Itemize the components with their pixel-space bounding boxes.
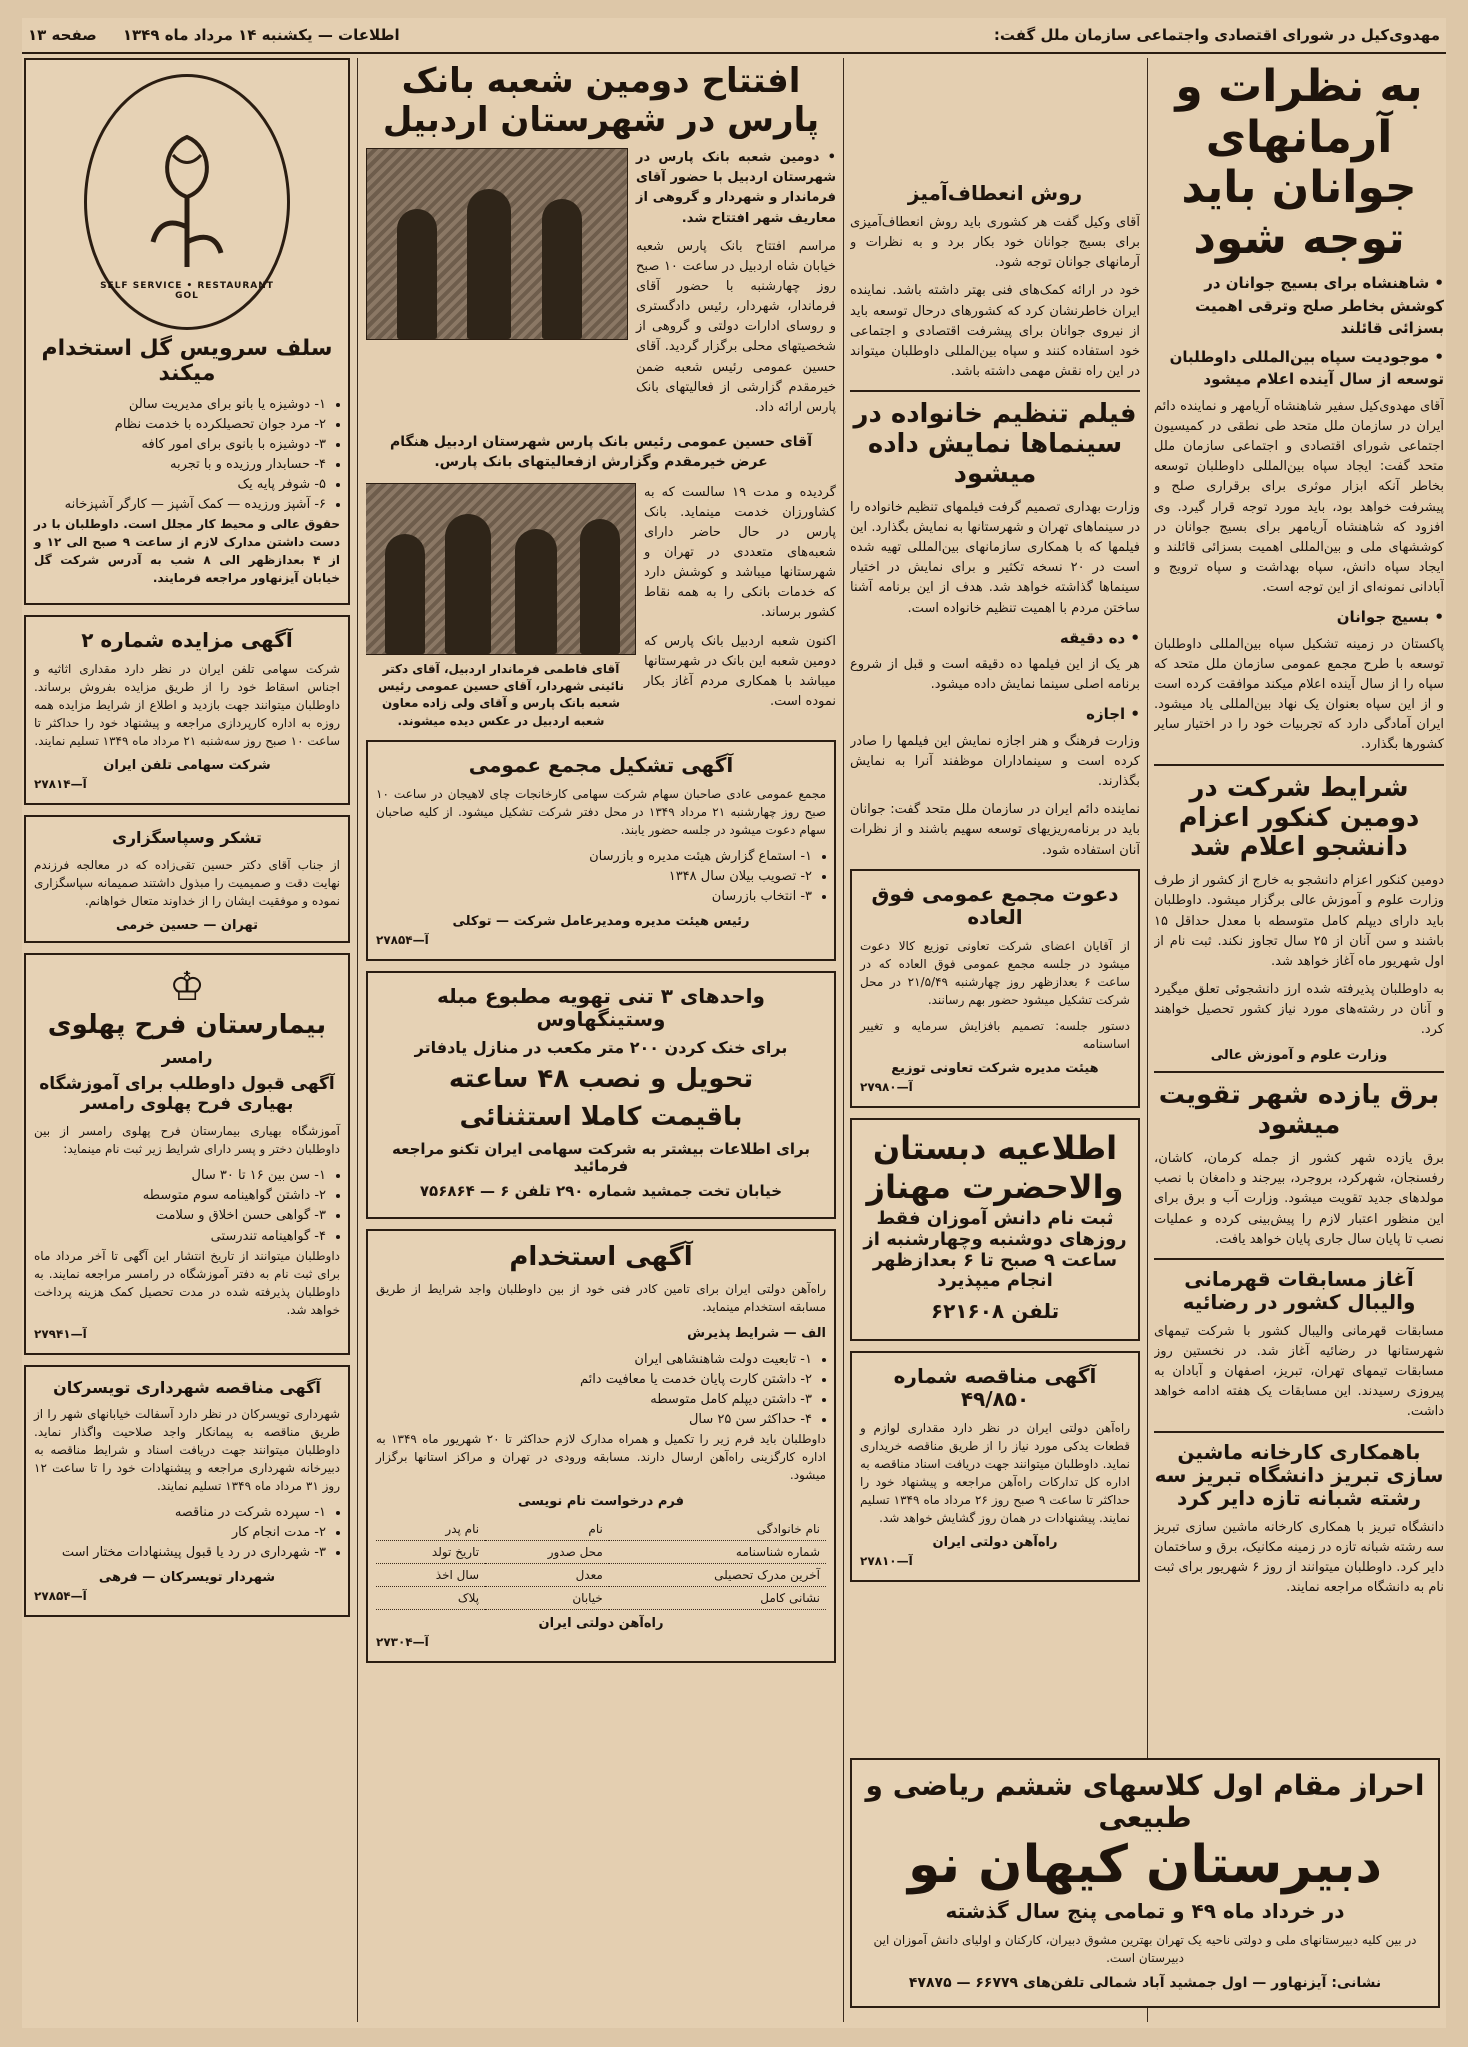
form-row [376,1540,826,1563]
meeting-agenda-item: • ۲- تصویب بیلان سال ۱۳۴۸ [376,867,812,887]
form-cell: آخرین مدرک تحصیلی [609,1563,826,1586]
form-cell: محل صدور [485,1540,609,1563]
family-minutes-subhead: • ده دقیقه [1059,628,1140,647]
cafe-headline: سلف سرویس گل استخدام میکند [41,336,333,387]
meeting-text: مجمع عمومی عادی صاحبان سهام شرکت سهامی کارخانجات چای لاهیجان در ساعت ۱۰ صبح روز چهارشنبه ۲۱ مرداد ۱۳۴۹ در محل دفتر شرکت تشکیل میشود. از کلیه صاحبان سهام دعوت میشود در جلسه حضور یابند. [376,787,827,838]
divider [1154,1071,1444,1073]
family-text-2: نماینده دائم ایران در سازمان ملل متحد گفت: جوانان باید در برنامه‌ریزیهای توسعه سهیم باشند و از نظرات آنان استفاده شود. [850,802,1140,858]
tender-title: آگهی مناقصه شهرداری تویسرکان [53,1377,321,1397]
form-cell: نام [485,1518,609,1541]
hospital-ad [24,953,350,1355]
family-film-headline: فیلم تنظیم خانواده در سینماها نمایش داده میشود [853,399,1137,489]
gol-cafe-ad [24,58,350,605]
aircon-address: خیابان تخت جمشید شماره ۲۹۰ تلفن ۶ — ۷۵۶۸۶۴ [419,1182,783,1201]
hiring-condition: • ۱- تابعیت دولت شاهنشاهی ایران [376,1350,812,1370]
main-side-heading: روش انعطاف‌آمیز [907,181,1083,205]
main-bullet-2: • موجودیت سپاه بین‌المللی داوطلبان توسعه از سال آینده اعلام میشود [1169,347,1444,389]
rail-tender-text: راه‌آهن دولتی ایران در نظر دارد مقداری لوازم و قطعات یدکی مورد نیاز را از طریق مناقصه خریداری نماید. داوطلبان میتوانند جهت دریافت اسناد مناقصه به اداره کل تدارکات راه‌آهن مراجعه و پیشنهاد خود را حداکثر تا ساعت ۹ صبح روز ۲۶ مرداد ماه ۱۳۴۹ تسلیم نمایند. پیشنهادات در همان روز گشایش خواهد شد. [860,1421,1130,1526]
tender-signature: شهردار تویسرکان — فرهی [98,1569,276,1585]
form-cell: پلاک [376,1586,485,1609]
cafe-job-item: • ۶- آشپز ورزیده — کمک آشپز — کارگر آشپزخانه [34,495,326,515]
bank-lead: • دومین شعبه بانک پارس در شهرستان اردبیل با حضور آقای فرماندار و شهردار و گروهی از معاریف شهر افتتاح شد. [636,150,836,226]
form-cell: نام پدر [376,1518,485,1541]
form-cell: نام خانوادگی [609,1518,826,1541]
tabriz-headline: باهمکاری کارخانه ماشین سازی تبریز دانشگاه تبریز سه رشته شبانه تازه دایر کرد [1154,1439,1444,1510]
konkur-signature: وزارت علوم و آموزش عالی [1210,1048,1388,1064]
bank-text: مراسم افتتاح بانک پارس شعبه خیابان شاه اردبیل در ساعت ۱۰ صبح روز چهارشنبه با حضور آقای فرماندار، شهردار، رئیس دادگستری و روسای ادارات دولتی و گروهی از شخصیتهای محلی برگزار گردید. آقای حسین عمومی رئیس شعبه ضمن خیرمقدم گزارشی از فعالیتهای بانک پارس ارائه داد. [636,238,836,415]
aircon-line5: برای اطلاعات بیشتر به شرکت سهامی ایران تکنو مراجعه فرمائید [392,1139,810,1176]
auction-ref: آ—۲۷۸۱۴ [34,777,87,792]
kayhan-address: نشانی: آیزنهاور — اول جمشید آباد شمالی تلفن‌های ۶۶۷۷۹ — ۴۷۸۷۵ [908,1975,1382,1992]
tender-item: • ۱- سپرده شرکت در مناقصه [34,1503,326,1523]
main-body-right: آقای مهدوی‌کیل سفیر شاهنشاه آریامهر و نماینده دائم ایران در سازمان ملل متحد طی نطقی در کمیسیون اجتماعی شورای اقتصادی و اجتماعی سازمان ملل متحد گفت: ایجاد سپاه بین‌المللی داوطلبان توسعه بخاطر آنکه ابزار موثری برای برقراری صلح و پیشرفت خواهد بود، باید مورد توجه قرار گیرد. وی افزود که شاهنشاه آریامهر برای بسیج جوانان در کوششهای ملی و بین‌المللی اهمیت بسزائی قائلند و ایجاد سپاه دانش، سپاه بهداشت و سپاه ترویج و آبادانی نمونه‌ای از این توجه است. [1154,398,1444,596]
main-sub-bullet: • بسیج جوانان [1336,608,1444,627]
form-cell: خیابان [485,1586,609,1609]
thanks-title: تشکر وسپاسگزاری [112,828,262,848]
main-side-text: آقای وکیل گفت هر کشوری باید روش انعطاف‌آمیزی برای بسیج جوانان خود بکار برد و به نظرات و آرمانهای جوانان توجه شود. [850,215,1140,271]
form-cell: نشانی کامل [609,1586,826,1609]
konkur-text-2: به داوطلبان پذیرفته شده ارز دانشجوئی تعلق میگیرد و آنان در رشته‌های مورد نیاز کشور تحصیل خواهند کرد. [1154,982,1444,1038]
mahnaz-school-ad [850,1118,1140,1341]
tuyserkan-tender-ad [24,1365,350,1617]
hiring-conditions-title: الف — شرایط پذیرش [687,1326,826,1342]
page-header [22,18,1446,54]
aircon-ad [366,971,836,1219]
hospital-name: بیمارستان فرح پهلوی [47,1009,327,1040]
bank-photo-2 [366,483,636,655]
school-ad-phone: تلفن ۶۲۱۶۰۸ [930,1299,1060,1324]
rail-tender-title: آگهی مناقصه شماره ۴۹/۸۵۰ [893,1364,1097,1412]
form-row [376,1586,826,1609]
form-cell: شماره شناسنامه [609,1540,826,1563]
cafe-job-item: • ۲- مرد جوان تحصیلکرده با خدمت نظام [34,415,326,435]
header-issue-info [28,26,400,44]
meeting-agenda-item: • ۱- استماع گزارش هیئت مدیره و بازرسان [376,847,812,867]
form-cell: معدل [485,1563,609,1586]
column-ads-left [24,58,350,2022]
divider [1154,1431,1444,1433]
electric-text: برق یازده شهر کشور از جمله کرمان، کاشان، رفسنجان، شهرکرد، بروجرد، بیرجند و دامغان با نصب مولدهای جدید تقویت میشود. وزارت آب و برق برای این منظور اعتبار لازم را پیش‌بینی کرده و عملیات نصب تا پایان سال جاری پایان خواهد یافت. [1154,1151,1444,1247]
aircon-line2: برای خنک کردن ۲۰۰ متر مکعب در منازل یادفاتر [414,1037,788,1057]
hiring-text-2: داوطلبان باید فرم زیر را تکمیل و همراه مدارک لازم حداکثر تا ۲۰ شهریور ماه ۱۳۴۹ به اداره کارگزینی راه‌آهن ارسال دارند. مسابقه ورودی در تهران و مراکز استانها برگزار میشود. [376,1432,827,1483]
crown-emblem-icon: ♔ [169,963,205,1010]
hiring-title: آگهی استخدام [509,1241,693,1272]
meeting-agenda-item: • ۳- انتخاب بازرسان [376,887,812,907]
auction-signature: شرکت سهامی تلفن ایران [103,758,271,774]
kayhan-no-school-ad [850,1758,1440,2008]
divider [1154,1258,1444,1260]
hiring-condition: • ۳- داشتن دیپلم کامل متوسطه [376,1390,812,1410]
thanks-text: از جناب آقای دکتر حسین تقی‌زاده که در معالجه فرزندم نهایت دقت و صمیمیت را مبذول داشتند صمیمانه سپاسگزاری نموده و موفقیت ایشان را از خداوند متعال خواهانم. [34,857,340,908]
tender-ref: آ—۲۷۸۵۴ [34,1588,87,1603]
extra-meeting-ref: آ—۲۷۹۸۰ [860,1079,913,1094]
form-cell: تاریخ تولد [376,1540,485,1563]
auction-ad [24,615,350,805]
column-center-left [366,58,836,2022]
main-headline: به نظرات و آرمانهای جوانان باید توجه شود [1175,61,1423,264]
electric-headline: برق یازده شهر تقویت میشود [1158,1080,1440,1141]
hospital-text-2: داوطلبان میتوانند از تاریخ انتشار این آگهی تا آخر مرداد ماه برای ثبت نام به دفتر آموزشگاه در رامسر مراجعه نمایند. به داوطلبان پذیرفته شده در مدت تحصیل کمک هزینه پرداخت خواهد شد. [34,1248,340,1317]
extra-meeting-signature: هیئت مدیره شرکت تعاونی توزیع [891,1060,1099,1076]
gol-restaurant-logo [84,74,290,330]
main-bullet-1: • شاهنشاه برای بسیج جوانان در کوشش بخاطر صلح وترقی اهمیت بسزائی قائلند [1195,274,1444,338]
family-permit-subhead: • اجازه [1086,705,1140,724]
cafe-job-item: • ۵- شوفر پایه یک [34,475,326,495]
bank-text-3: اکنون شعبه اردبیل بانک پارس که دومین شعبه این بانک در شهرستانها میباشد با همکاری مردم آغاز بکار نموده است. [644,633,836,710]
main-far-left-text: خود در ارائه کمک‌های فنی بهتر داشته باشد. نماینده ایران خاطرنشان کرد که کشورهای درحال توسعه باید از نیروی جوانان برای پیشرفت اقتصادی و اجتماعی خود استفاده کنند و سپاه بین‌المللی داوطلبان میتواند در این راه نقش مهمی داشته باشد. [850,283,1140,379]
aircon-line3: تحویل و نصب ۴۸ ساعته [448,1063,754,1094]
hospital-requirement: • ۲- داشتن گواهینامه سوم متوسطه [34,1186,326,1206]
thanks-signature: تهران — حسین خرمی [116,917,258,933]
hospital-requirement: • ۴- گواهینامه تندرستی [34,1227,326,1247]
kayhan-line1: احراز مقام اول کلاسهای ششم ریاضی و طبیعی [865,1769,1425,1835]
thanks-notice [24,815,350,942]
bank-photo-1 [366,148,628,340]
logo-ring-text: SELF SERVICE • RESTAURANT GOL [100,281,274,301]
hospital-city: رامسر [161,1047,213,1067]
meeting-signature: رئیس هیئت مدیره ومدیرعامل شرکت — توکلی [452,913,750,929]
extra-meeting-text: از آقایان اعضای شرکت تعاونی توزیع کالا دعوت میشود در جلسه مجمع عمومی فوق العاده که در ساعت ۶ بعدازظهر روز چهارشنبه ۲۱/۵/۴۹ در محل شرکت تشکیل میشود حضور بهم رسانند. [860,938,1130,1007]
auction-text: شرکت سهامی تلفن ایران در نظر دارد مقداری اثاثیه و اجناس اسقاط خود را از طریق مزایده بفروش برساند. داوطلبان میتوانند جهت بازدید و اطلاع از شرایط مزایده همه روزه به اداره کارپردازی مراجعه و پیشنهاد خود را حداکثر تا ساعت ۱۰ صبح روز سه‌شنبه ۲۱ مرداد ماه ۱۳۴۹ تسلیم نمایند. [34,662,340,749]
school-ad-line3: ثبت نام دانش آموزان فقط روزهای دوشنبه وچهارشنبه از ساعت ۹ صبح تا ۶ بعدازظهر انجام میپذیرد [863,1208,1127,1292]
cafe-job-item: • ۴- حسابدار ورزیده و با تجربه [34,455,326,475]
rail-tender-ad [850,1351,1140,1582]
volleyball-text: مسابقات قهرمانی والیبال کشور با شرکت تیمهای شهرستانها در رضائیه آغاز شد. در نخستین روز مسابقات تیمهای تهران، تبریز، اصفهان و آبادان به پیروزی رسیدند. این مسابقات یک هفته ادامه خواهد داشت. [1154,1323,1444,1420]
hiring-ad [366,1229,836,1663]
cafe-job-item: • ۳- دوشیزه با بانوی برای امور کافه [34,435,326,455]
hospital-requirement: • ۳- گواهی حسن اخلاق و سلامت [34,1206,326,1226]
column-rule [1147,58,1148,2022]
tabriz-text: دانشگاه تبریز با همکاری کارخانه ماشین سازی تبریز سه رشته شبانه تازه در زمینه مکانیک، برق و ساختمان دایر کرد. داوطلبان میتوانند از روز ۶ شهریور برای ثبت نام به دانشگاه مراجعه نمایند. [1154,1519,1444,1596]
hiring-form-title: فرم درخواست نام نویسی [518,1494,684,1510]
header-issue: اطلاعات — یکشنبه ۱۴ مرداد ماه ۱۳۴۹ [122,26,400,44]
column-center-right [850,58,1140,2022]
header-page-number: صفحه ۱۳ [28,26,97,44]
hospital-notice: آگهی قبول داوطلب برای آموزشگاه بهیاری فرح پهلوی رامسر [39,1074,335,1114]
rail-tender-ref: آ—۲۷۸۱۰ [860,1554,913,1569]
school-ad-line1: اطلاعیه دبستان [872,1128,1118,1167]
column-rule [357,58,358,2022]
extra-meeting-agenda: دستور جلسه: تصمیم بافزایش سرمایه و تغییر اساسنامه [860,1018,1130,1051]
kayhan-line4: در بین کلیه دبیرستانهای ملی و دولتی ناحیه یک تهران بهترین مشوق دبیران، کارکنان و اولیای دانش آموزان این دبیرستان است. [873,1933,1417,1966]
family-permit-text: وزارت فرهنگ و هنر اجازه نمایش این فیلمها را صادر کرده است و سینماداران موظفند آنرا به نمایش بگذارند. [850,733,1140,790]
tender-text: شهرداری تویسرکان در نظر دارد آسفالت خیابانهای شهر را از طریق مناقصه به پیمانکار واجد صلاحیت واگذار نماید. داوطلبان میتوانند جهت دریافت اسناد و شرایط مناقصه به دبیرخانه شهرداری مراجعه و پیشنهادات خود را تا ساعت ۱۲ روز ۳۱ مرداد ماه ۱۳۴۹ تسلیم نمایند. [34,1407,340,1494]
bank-photo-2-caption: آقای فاطمی فرماندار اردبیل، آقای دکتر نائینی شهردار، آقای حسین عمومی رئیس شعبه بانک پارس و آقای ولی زاده معاون شعبه اردبیل در عکس دیده میشوند. [378,661,624,728]
kayhan-school-name: دبیرستان کیهان نو [907,1835,1383,1896]
hiring-ref: آ—۲۷۳۰۴ [376,1634,429,1649]
volleyball-headline: آغاز مسابقات قهرمانی والیبال کشور در رضائیه [1182,1266,1416,1314]
kayhan-line3: در خرداد ماه ۴۹ و تمامی پنج سال گذشته [945,1899,1345,1924]
hospital-ref: آ—۲۷۹۴۱ [34,1326,87,1341]
cafe-job-item: • ۱- دوشیزه یا بانو برای مدیریت سالن [34,395,326,415]
column-main-right [1154,58,1444,2022]
hiring-form-table [376,1518,826,1610]
main-body-continued: پاکستان در زمینه تشکیل سپاه بین‌المللی داوطلبان توسعه با طرح مجمع عمومی سازمان ملل متحد که سپاه را از سال آینده اعلام میکند موافقت کرده است و از این سپاه بعنوان یک نهاد بین‌المللی یاد میشود. ایران آمادگی دارد که تجربیات خود را در اختیار سایر کشورها بگذارد. [1154,636,1444,753]
aircon-line1: واحدهای ۳ تنی تهویه مطبوع مبله وستینگهاوس [437,983,765,1031]
rail-tender-signature: راه‌آهن دولتی ایران [932,1535,1058,1551]
divider [1154,764,1444,766]
hiring-text: راه‌آهن دولتی ایران برای تامین کادر فنی خود از بین داوطلبان واجد شرایط از طریق مسابقه استخدام مینماید. [376,1282,826,1315]
meeting-ref: آ—۲۷۸۵۴ [376,932,429,947]
meeting-title: آگهی تشکیل مجمع عمومی [468,753,734,778]
form-cell: سال اخذ [376,1563,485,1586]
extra-meeting-title: دعوت مجمع عمومی فوق العاده [871,881,1119,929]
konkur-headline: شرایط شرکت در دومین کنکور اعزام دانشجو اعلام شد [1178,772,1420,863]
family-film-text: وزارت بهداری تصمیم گرفت فیلمهای تنظیم خانواده را در سینماهای تهران و شهرستانها به نمایش بگذارد. این فیلمها که با همکاری سازمانهای بین‌المللی تهیه شده است در ۲۰ نسخه تکثیر و برای نمایش در اختیار سینماها گذاشته خواهد شد. هدف از این برنامه آشنا ساختن مردم با اهمیت تنظیم خانواده است. [850,499,1140,616]
newspaper-page [22,18,1446,2028]
family-minutes-text: هر یک از این فیلمها ده دقیقه است و قبل از شروع برنامه اصلی سینما نمایش داده میشود. [850,657,1140,693]
konkur-text: دومین کنکور اعزام دانشجو به خارج از کشور از طرف وزارت علوم و آموزش عالی برگزار میشود. داوطلبان باید دارای دیپلم کامل متوسطه با معدل حداقل ۱۵ باشند و سن آنان از ۲۵ سال تجاوز نکند. ثبت نام از اول شهریور ماه آغاز خواهد شد. [1154,873,1444,969]
aircon-line4: باقیمت کاملا استثنائی [459,1101,743,1132]
school-ad-line2: والاحضرت مهناز [866,1167,1124,1206]
bank-text-2: گردیده و مدت ۱۹ سالست که به کشاورزان خدمت مینماید. بانک پارس در حال حاضر دارای شعبه‌های متعددی در تهران و شهرستانها میباشد و کوشش دارد که خدمات بانکی را به همه نقاط کشور برساند. [644,484,836,621]
cafe-text: حقوق عالی و محیط کار مجلل است. داوطلبان با در دست داشتن مدارک لازم از ساعت ۹ صبح الی ۱۲ و از ۴ بعدازظهر الی ۸ شب به آدرس شرکت گل خیابان آیزنهاور مراجعه فرمایند. [34,517,341,586]
form-row [376,1563,826,1586]
tender-item: • ۳- شهرداری در رد یا قبول پیشنهادات مختار است [34,1543,326,1563]
form-row [376,1518,826,1541]
tender-item: • ۲- مدت انجام کار [34,1523,326,1543]
bank-photo-1-caption: آقای حسین عمومی رئیس بانک پارس شهرستان اردبیل هنگام عرض خیرمقدم وگزارش ازفعالیتهای بانک پارس. [389,434,813,471]
hiring-signature: راه‌آهن دولتی ایران [538,1615,664,1631]
hiring-condition: • ۴- حداکثر سن ۲۵ سال [376,1410,812,1430]
header-kicker: مهدوی‌کیل در شورای اقتصادی واجتماعی سازمان ملل گفت: [993,26,1440,44]
bank-headline: افتتاح دومین شعبه بانک پارس در شهرستان اردبیل [382,61,820,141]
hospital-text: آموزشگاه بهیاری بیمارستان فرح پهلوی رامسر از بین داوطلبان دختر و پسر دارای شرایط زیر ثبت نام مینماید: [34,1124,340,1157]
general-meeting-ad [366,740,836,960]
extra-meeting-ad [850,869,1140,1108]
column-rule [843,58,844,2022]
hospital-requirement: • ۱- سن بین ۱۶ تا ۳۰ سال [34,1166,326,1186]
hiring-condition: • ۲- داشتن کارت پایان خدمت یا معافیت دائم [376,1370,812,1390]
divider [850,390,1140,392]
auction-title: آگهی مزایده شماره ۲ [81,628,293,653]
